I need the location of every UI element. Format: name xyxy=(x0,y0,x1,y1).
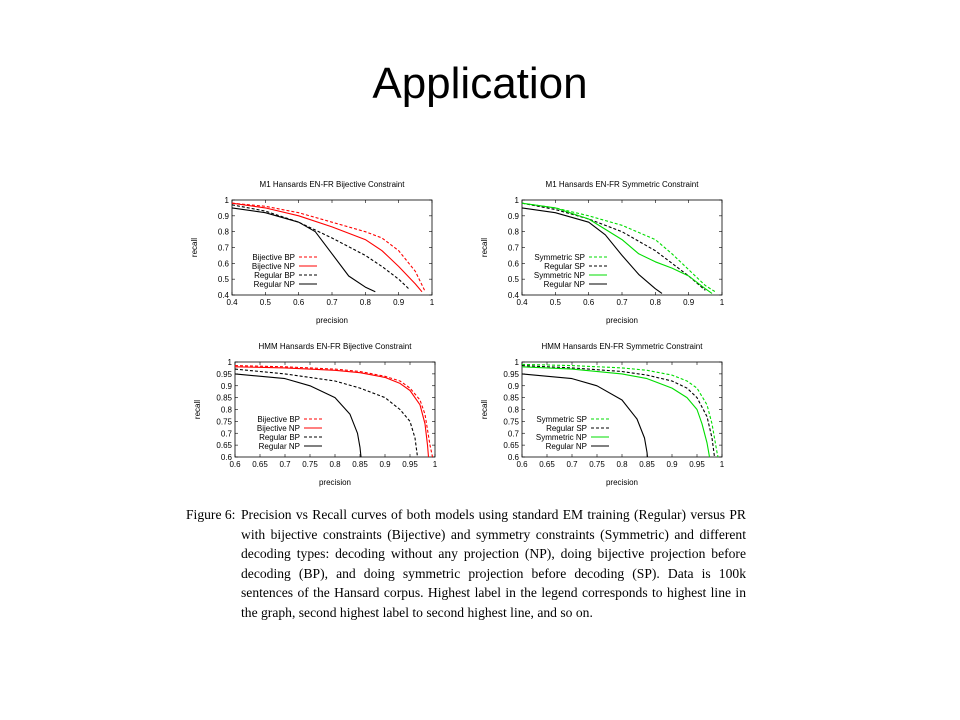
chart2-title: M1 Hansards EN-FR Symmetric Constraint xyxy=(545,180,699,189)
chart1-x-tick-label: 0.4 xyxy=(226,298,238,307)
chart4-legend-label-regular-np: Regular NP xyxy=(545,442,587,451)
chart1-y-tick-label: 0.7 xyxy=(217,243,229,253)
chart3-x-tick-label: 0.65 xyxy=(252,460,268,469)
chart2-x-tick-label: 1 xyxy=(719,298,725,307)
chart2-x-tick-label: 0.6 xyxy=(583,298,595,307)
chart2-x-axis-label: precision xyxy=(605,316,639,325)
chart4-y-tick-label: 0.6 xyxy=(507,453,519,462)
chart4-legend-label-regular-sp: Regular SP xyxy=(546,424,587,433)
chart4-y-axis-label: recall xyxy=(480,399,489,420)
chart3-x-tick-label: 0.75 xyxy=(302,460,318,469)
chart4-x-tick-label: 0.85 xyxy=(639,460,655,469)
chart2-legend-label-regular-sp: Regular SP xyxy=(544,262,585,271)
chart4-y-tick-label: 0.65 xyxy=(503,441,519,451)
chart1-y-tick-label: 0.8 xyxy=(217,227,229,237)
chart4-y-tick-label: 0.9 xyxy=(507,381,519,391)
chart4-y-tick-label: 0.95 xyxy=(503,369,519,379)
chart3-legend-label-bijective-bp: Bijective BP xyxy=(257,415,300,424)
slide-title: Application xyxy=(372,59,588,108)
chart1-x-tick-label: 0.8 xyxy=(359,298,371,307)
chart4-y-tick-label: 0.8 xyxy=(507,405,519,415)
chart4-x-tick-label: 0.9 xyxy=(666,460,678,469)
chart3-y-tick-label: 0.75 xyxy=(216,417,232,427)
chart3-x-tick-label: 0.8 xyxy=(329,460,341,469)
chart3-y-tick-label: 0.9 xyxy=(220,381,232,391)
chart3-x-tick-label: 0.95 xyxy=(402,460,418,469)
chart2-y-tick-label: 1 xyxy=(514,196,519,205)
chart3-x-tick-label: 0.85 xyxy=(352,460,368,469)
chart1-legend-label-regular-np: Regular NP xyxy=(253,280,295,289)
chart3-x-axis-label: precision xyxy=(318,478,352,487)
figure-caption xyxy=(186,505,746,622)
chart4-x-tick-label: 0.7 xyxy=(566,460,578,469)
chart2-legend-label-symmetric-np: Symmetric NP xyxy=(533,271,585,280)
chart2-x-tick-label: 0.9 xyxy=(683,298,695,307)
chart2-x-tick-label: 0.4 xyxy=(516,298,528,307)
chart2-legend-label-symmetric-sp: Symmetric SP xyxy=(534,253,585,262)
chart1-legend-label-bijective-bp: Bijective BP xyxy=(252,253,295,262)
chart2-x-tick-label: 0.7 xyxy=(616,298,628,307)
chart2-y-tick-label: 0.5 xyxy=(507,275,519,285)
chart1-x-axis-label: precision xyxy=(315,316,349,325)
chart4-legend-label-symmetric-np: Symmetric NP xyxy=(535,433,587,442)
chart2-x-tick-label: 0.8 xyxy=(649,298,661,307)
chart1-y-tick-label: 0.4 xyxy=(217,291,229,300)
chart2-legend-label-regular-np: Regular NP xyxy=(543,280,585,289)
chart4-y-tick-label: 1 xyxy=(514,358,519,367)
chart3-x-tick-label: 0.6 xyxy=(229,460,241,469)
chart3-y-tick-label: 0.95 xyxy=(216,369,232,379)
chart2-y-axis-label: recall xyxy=(480,237,489,258)
chart3-y-tick-label: 0.6 xyxy=(220,453,232,462)
chart1-legend-label-bijective-np: Bijective NP xyxy=(251,262,295,271)
chart1-legend-label-regular-bp: Regular BP xyxy=(254,271,295,280)
chart4-x-tick-label: 0.95 xyxy=(689,460,705,469)
chart4-y-tick-label: 0.85 xyxy=(503,393,519,403)
chart3-legend-label-regular-bp: Regular BP xyxy=(259,433,300,442)
chart1-y-tick-label: 0.5 xyxy=(217,275,229,285)
chart3-legend-label-bijective-np: Bijective NP xyxy=(256,424,300,433)
chart1-x-tick-label: 0.6 xyxy=(293,298,305,307)
chart3-y-tick-label: 0.85 xyxy=(216,393,232,403)
caption-label: Figure 6: xyxy=(186,507,236,522)
chart3-x-tick-label: 1 xyxy=(432,460,438,469)
chart3-y-tick-label: 0.65 xyxy=(216,441,232,451)
chart4-y-tick-label: 0.7 xyxy=(507,429,519,439)
chart2-y-tick-label: 0.6 xyxy=(507,259,519,269)
chart4-legend-label-symmetric-sp: Symmetric SP xyxy=(536,415,587,424)
chart3-y-tick-label: 0.7 xyxy=(220,429,232,439)
chart4-x-tick-label: 0.6 xyxy=(516,460,528,469)
chart2-x-tick-label: 0.5 xyxy=(549,298,561,307)
chart4-x-tick-label: 0.75 xyxy=(589,460,605,469)
chart3-legend-label-regular-np: Regular NP xyxy=(258,442,300,451)
chart3-x-tick-label: 0.9 xyxy=(379,460,391,469)
chart4-title: HMM Hansards EN-FR Symmetric Constraint xyxy=(541,342,703,351)
chart1-y-tick-label: 0.6 xyxy=(217,259,229,269)
chart1-y-axis-label: recall xyxy=(190,237,199,258)
chart1-x-tick-label: 1 xyxy=(429,298,435,307)
chart3-title: HMM Hansards EN-FR Bijective Constraint xyxy=(258,342,412,351)
chart3-x-tick-label: 0.7 xyxy=(279,460,291,469)
chart3-y-axis-label: recall xyxy=(193,399,202,420)
caption-text: Precision vs Recall curves of both models using standard EM training (Regular) versus PR with bijective constraints (Bijective) and symmetry constraints (Symmetric) and different decoding types: decoding without any projection (NP), doing bijective projection before decoding (BP), and doing symmetric projection before decoding (SP). Data is 100k sentences of the Hansard corpus. Highest label in the legend corresponds to highest line in the graph, second highest label to second highest line, and so on. xyxy=(241,507,746,620)
chart1-y-tick-label: 1 xyxy=(224,196,229,205)
chart3-y-tick-label: 1 xyxy=(227,358,232,367)
chart4-y-tick-label: 0.75 xyxy=(503,417,519,427)
chart4-x-tick-label: 0.8 xyxy=(616,460,628,469)
chart1-x-tick-label: 0.5 xyxy=(259,298,271,307)
chart3-y-tick-label: 0.8 xyxy=(220,405,232,415)
chart4-x-tick-label: 0.65 xyxy=(539,460,555,469)
chart2-y-tick-label: 0.9 xyxy=(507,211,519,221)
chart2-y-tick-label: 0.8 xyxy=(507,227,519,237)
chart1-y-tick-label: 0.9 xyxy=(217,211,229,221)
chart1-x-tick-label: 0.9 xyxy=(393,298,405,307)
chart4-x-axis-label: precision xyxy=(605,478,639,487)
chart2-y-tick-label: 0.4 xyxy=(507,291,519,300)
chart1-title: M1 Hansards EN-FR Bijective Constraint xyxy=(259,180,405,189)
chart2-y-tick-label: 0.7 xyxy=(507,243,519,253)
chart1-x-tick-label: 0.7 xyxy=(326,298,338,307)
chart4-x-tick-label: 1 xyxy=(719,460,725,469)
